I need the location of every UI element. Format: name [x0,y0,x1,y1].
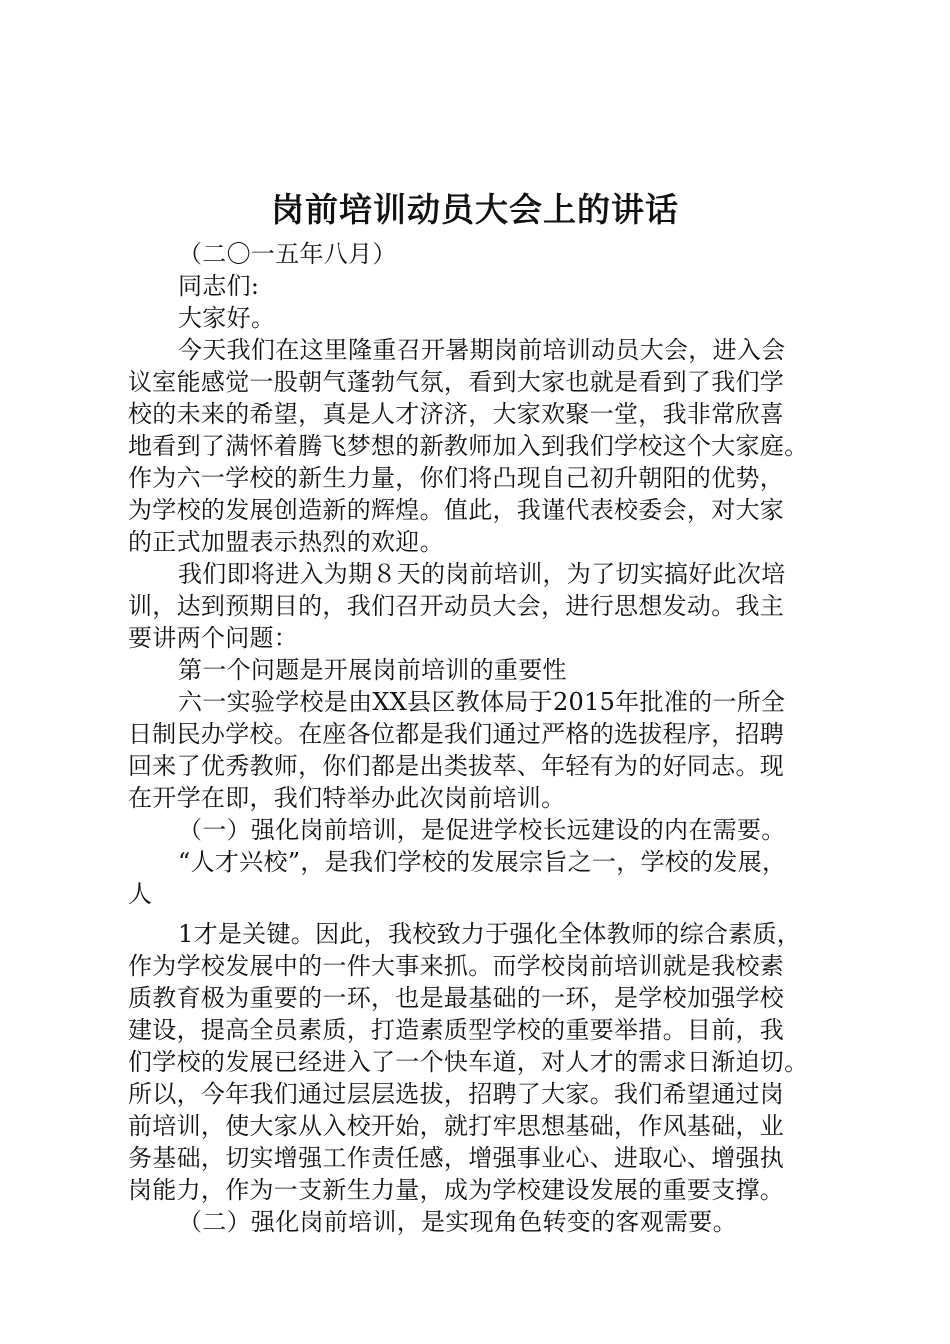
paragraph-line: 岗能力，作为一支新生力量，成为学校建设发展的重要支撑。 [128,1176,785,1204]
subsection-heading: （二）强化岗前培训，是实现角色转变的客观需要。 [178,1208,737,1236]
paragraph-line: 作为学校发展中的一件大事来抓。而学校岗前培训就是我校素 [128,952,785,980]
paragraph-line: “人才兴校”，是我们学校的发展宗旨之一，学校的发展， [178,848,787,876]
date-line: （二〇一五年八月） [178,240,397,268]
document-title: 岗前培训动员大会上的讲话 [271,190,679,229]
paragraph-line: 建设，提高全员素质，打造素质型学校的重要举措。目前，我 [128,1016,785,1044]
paragraph-line: 六一实验学校是由XX县区教体局于2015年批准的一所全 [178,688,786,716]
paragraph-line: 人 [128,880,153,908]
paragraph-line: 要讲两个问题： [128,624,299,652]
section-heading: 第一个问题是开展岗前培训的重要性 [178,656,567,684]
paragraph-line: 校的未来的希望，真是人才济济，大家欢聚一堂，我非常欣喜 [128,400,785,428]
paragraph-line: 我们即将进入为期８天的岗前培训，为了切实搞好此次培 [178,560,786,588]
paragraph-line: 议室能感觉一股朝气蓬勃气氛，看到大家也就是看到了我们学 [128,368,785,396]
subsection-heading: （一）强化岗前培训，是促进学校长远建设的内在需要。 [178,816,786,844]
paragraph-line: 训，达到预期目的，我们召开动员大会，进行思想发动。我主 [128,592,785,620]
paragraph-line: 1才是关键。因此，我校致力于强化全体教师的综合素质， [178,920,802,948]
paragraph-line: 作为六一学校的新生力量，你们将凸现自己初升朝阳的优势， [128,464,785,492]
paragraph-line: 质教育极为重要的一环，也是最基础的一环，是学校加强学校 [128,984,785,1012]
paragraph-line: 为学校的发展创造新的辉煌。值此，我谨代表校委会，对大家 [128,496,785,524]
paragraph-line: 们学校的发展已经进入了一个快车道，对人才的需求日渐迫切。 [128,1048,809,1076]
paragraph-line: 在开学在即，我们特举办此次岗前培训。 [128,784,566,812]
paragraph-line: 回来了优秀教师，你们都是出类拔萃、年轻有为的好同志。现 [128,752,785,780]
salutation: 同志们: [178,272,260,300]
greeting: 大家好。 [178,304,276,332]
paragraph-line: 所以，今年我们通过层层选拔，招聘了大家。我们希望通过岗 [128,1080,785,1108]
paragraph-line: 地看到了满怀着腾飞梦想的新教师加入到我们学校这个大家庭。 [128,432,809,460]
paragraph-line: 日制民办学校。在座各位都是我们通过严格的选拔程序，招聘 [128,720,785,748]
paragraph-line: 今天我们在这里隆重召开暑期岗前培训动员大会，进入会 [178,336,786,364]
paragraph-line: 前培训，使大家从入校开始，就打牢思想基础，作风基础，业 [128,1112,785,1140]
paragraph-line: 务基础，切实增强工作责任感，增强事业心、进取心、增强执 [128,1144,785,1172]
paragraph-line: 的正式加盟表示热烈的欢迎。 [128,528,444,556]
